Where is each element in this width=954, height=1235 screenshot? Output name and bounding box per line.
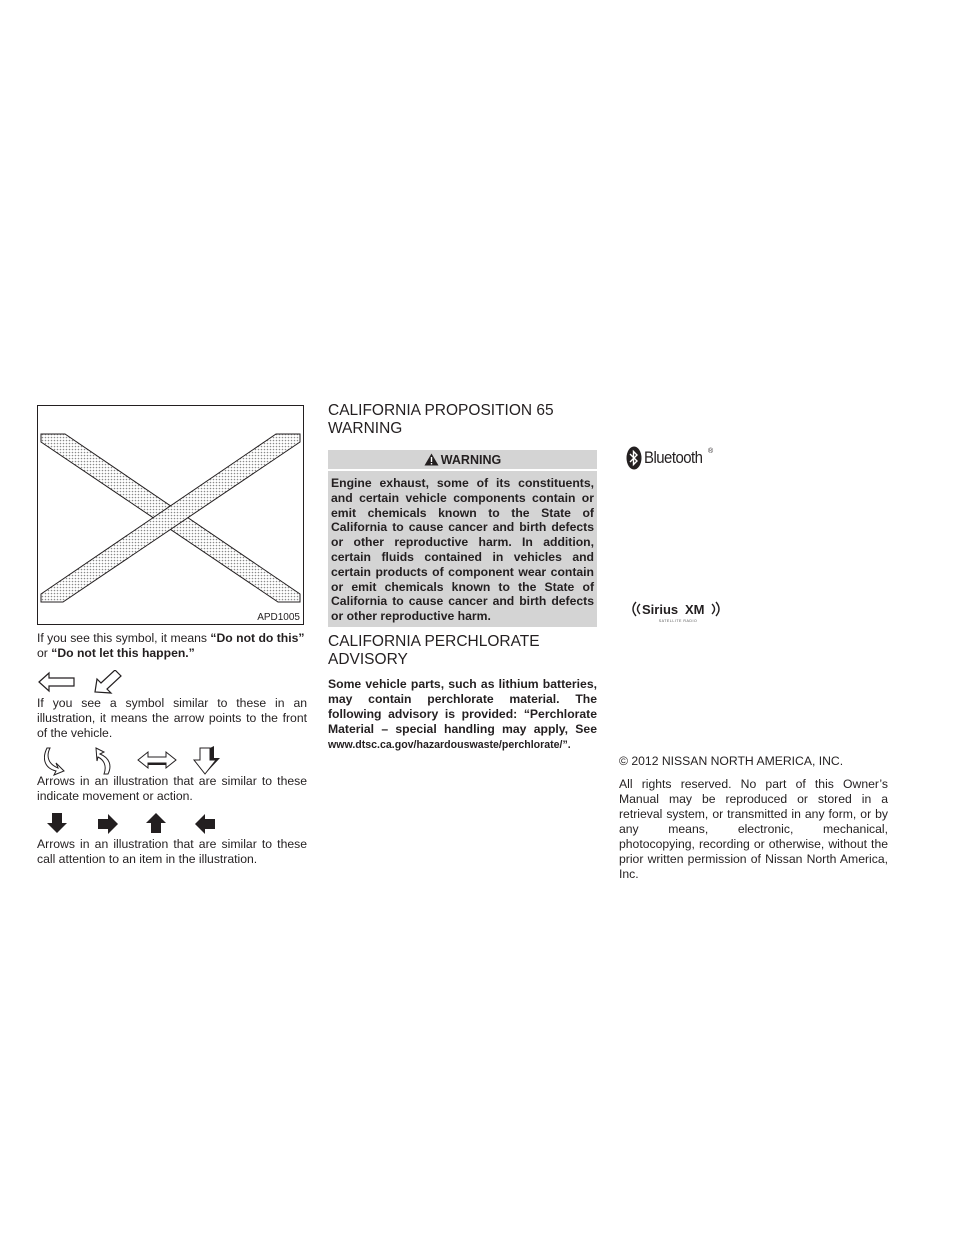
signal-waves-right-icon [712,602,719,616]
do-not-symbol-figure [37,405,304,625]
perchlorate-advisory-text [328,677,597,753]
solid-arrow-down-icon [47,813,67,833]
solid-arrow-up-icon [146,813,166,833]
double-headed-arrow-icon [138,752,176,768]
attention-arrows-illustration [44,812,224,836]
prop65-heading-line1: CALIFORNIA PROPOSITION 65 [328,402,554,419]
symbol-text-bold2: “Do not let this happen.” [51,646,195,660]
front-arrows-explanation: If you see a symbol similar to these in an illustration, it means the arrow points to the front of the vehicle. [37,696,307,740]
sirius-word: Sirius [642,602,679,617]
perchlorate-url-link[interactable]: www.dtsc.ca.gov/hazardouswaste/perchlorate/”. [328,739,571,751]
warning-text: Engine exhaust, some of its constituents, and certain vehicle components contain or emit chemicals known to the State of California to cause cancer and birth defects or other reproductive harm. In addition, certain fluids contained in vehicles and certain products of component wear contain or emit chemicals known to the State of California to cause cancer and birth defects or other reproductive harm. [331,476,594,624]
bluetooth-icon [626,446,642,470]
curved-arrow-down-icon [44,748,64,775]
signal-waves-left-icon [633,602,640,616]
solid-arrow-right-icon [98,814,118,834]
symbol-text-bold1: “Do not do this” [210,631,305,645]
prop65-heading [328,402,598,438]
3d-arrow-down-icon [194,746,220,774]
front-arrows-illustration [37,670,137,696]
prop65-heading-line2: WARNING [328,420,403,437]
xm-word: XM [685,602,705,617]
symbol-text-prefix: If you see this symbol, it means [37,631,211,645]
figure-code: APD1005 [257,612,300,623]
symbol-explanation [37,631,307,661]
front-arrow-diagonal-icon [95,670,121,693]
warning-triangle-icon [424,453,439,466]
prop65-warning-box [328,450,597,627]
perchlorate-heading-line2: ADVISORY [328,651,408,668]
sirius-tagline: SATELLITE RADIO [658,619,698,623]
movement-arrows-explanation: Arrows in an illustration that are similar to these indicate movement or action. [37,774,307,803]
bluetooth-registered-mark: ® [708,448,714,455]
attention-arrows-explanation: Arrows in an illustration that are similar to these call attention to an item in the illustration. [37,837,307,866]
front-arrow-left-icon [39,673,74,691]
bluetooth-logo [626,446,721,472]
bluetooth-wordmark: Bluetooth [644,448,703,467]
warning-label: WARNING [440,452,502,467]
perchlorate-heading [328,633,598,669]
perchlorate-heading-line1: CALIFORNIA PERCHLORATE [328,633,540,650]
copyright-line: © 2012 NISSAN NORTH AMERICA, INC. [619,754,844,768]
siriusxm-logo [628,596,728,626]
movement-arrows-illustration [44,746,224,776]
curved-arrow-up-icon [96,748,110,774]
do-not-cross-icon [38,406,303,624]
warning-header [328,450,597,471]
perchlorate-text-body: Some vehicle parts, such as lithium batteries, may contain perchlorate material. The following advisory is provided: “Perchlorate Material – special handling may apply, See [328,677,597,736]
solid-arrow-left-icon [195,814,215,834]
rights-reserved-text: All rights reserved. No part of this Owner’s Manual may be reproduced or stored in a retrieval system, or transmitted in any form, or by any means, electronic, mechanical, photocopying, recording or otherwise, without the prior written permission of Nissan North America, Inc. [619,777,888,881]
symbol-text-middle: or [37,646,52,660]
